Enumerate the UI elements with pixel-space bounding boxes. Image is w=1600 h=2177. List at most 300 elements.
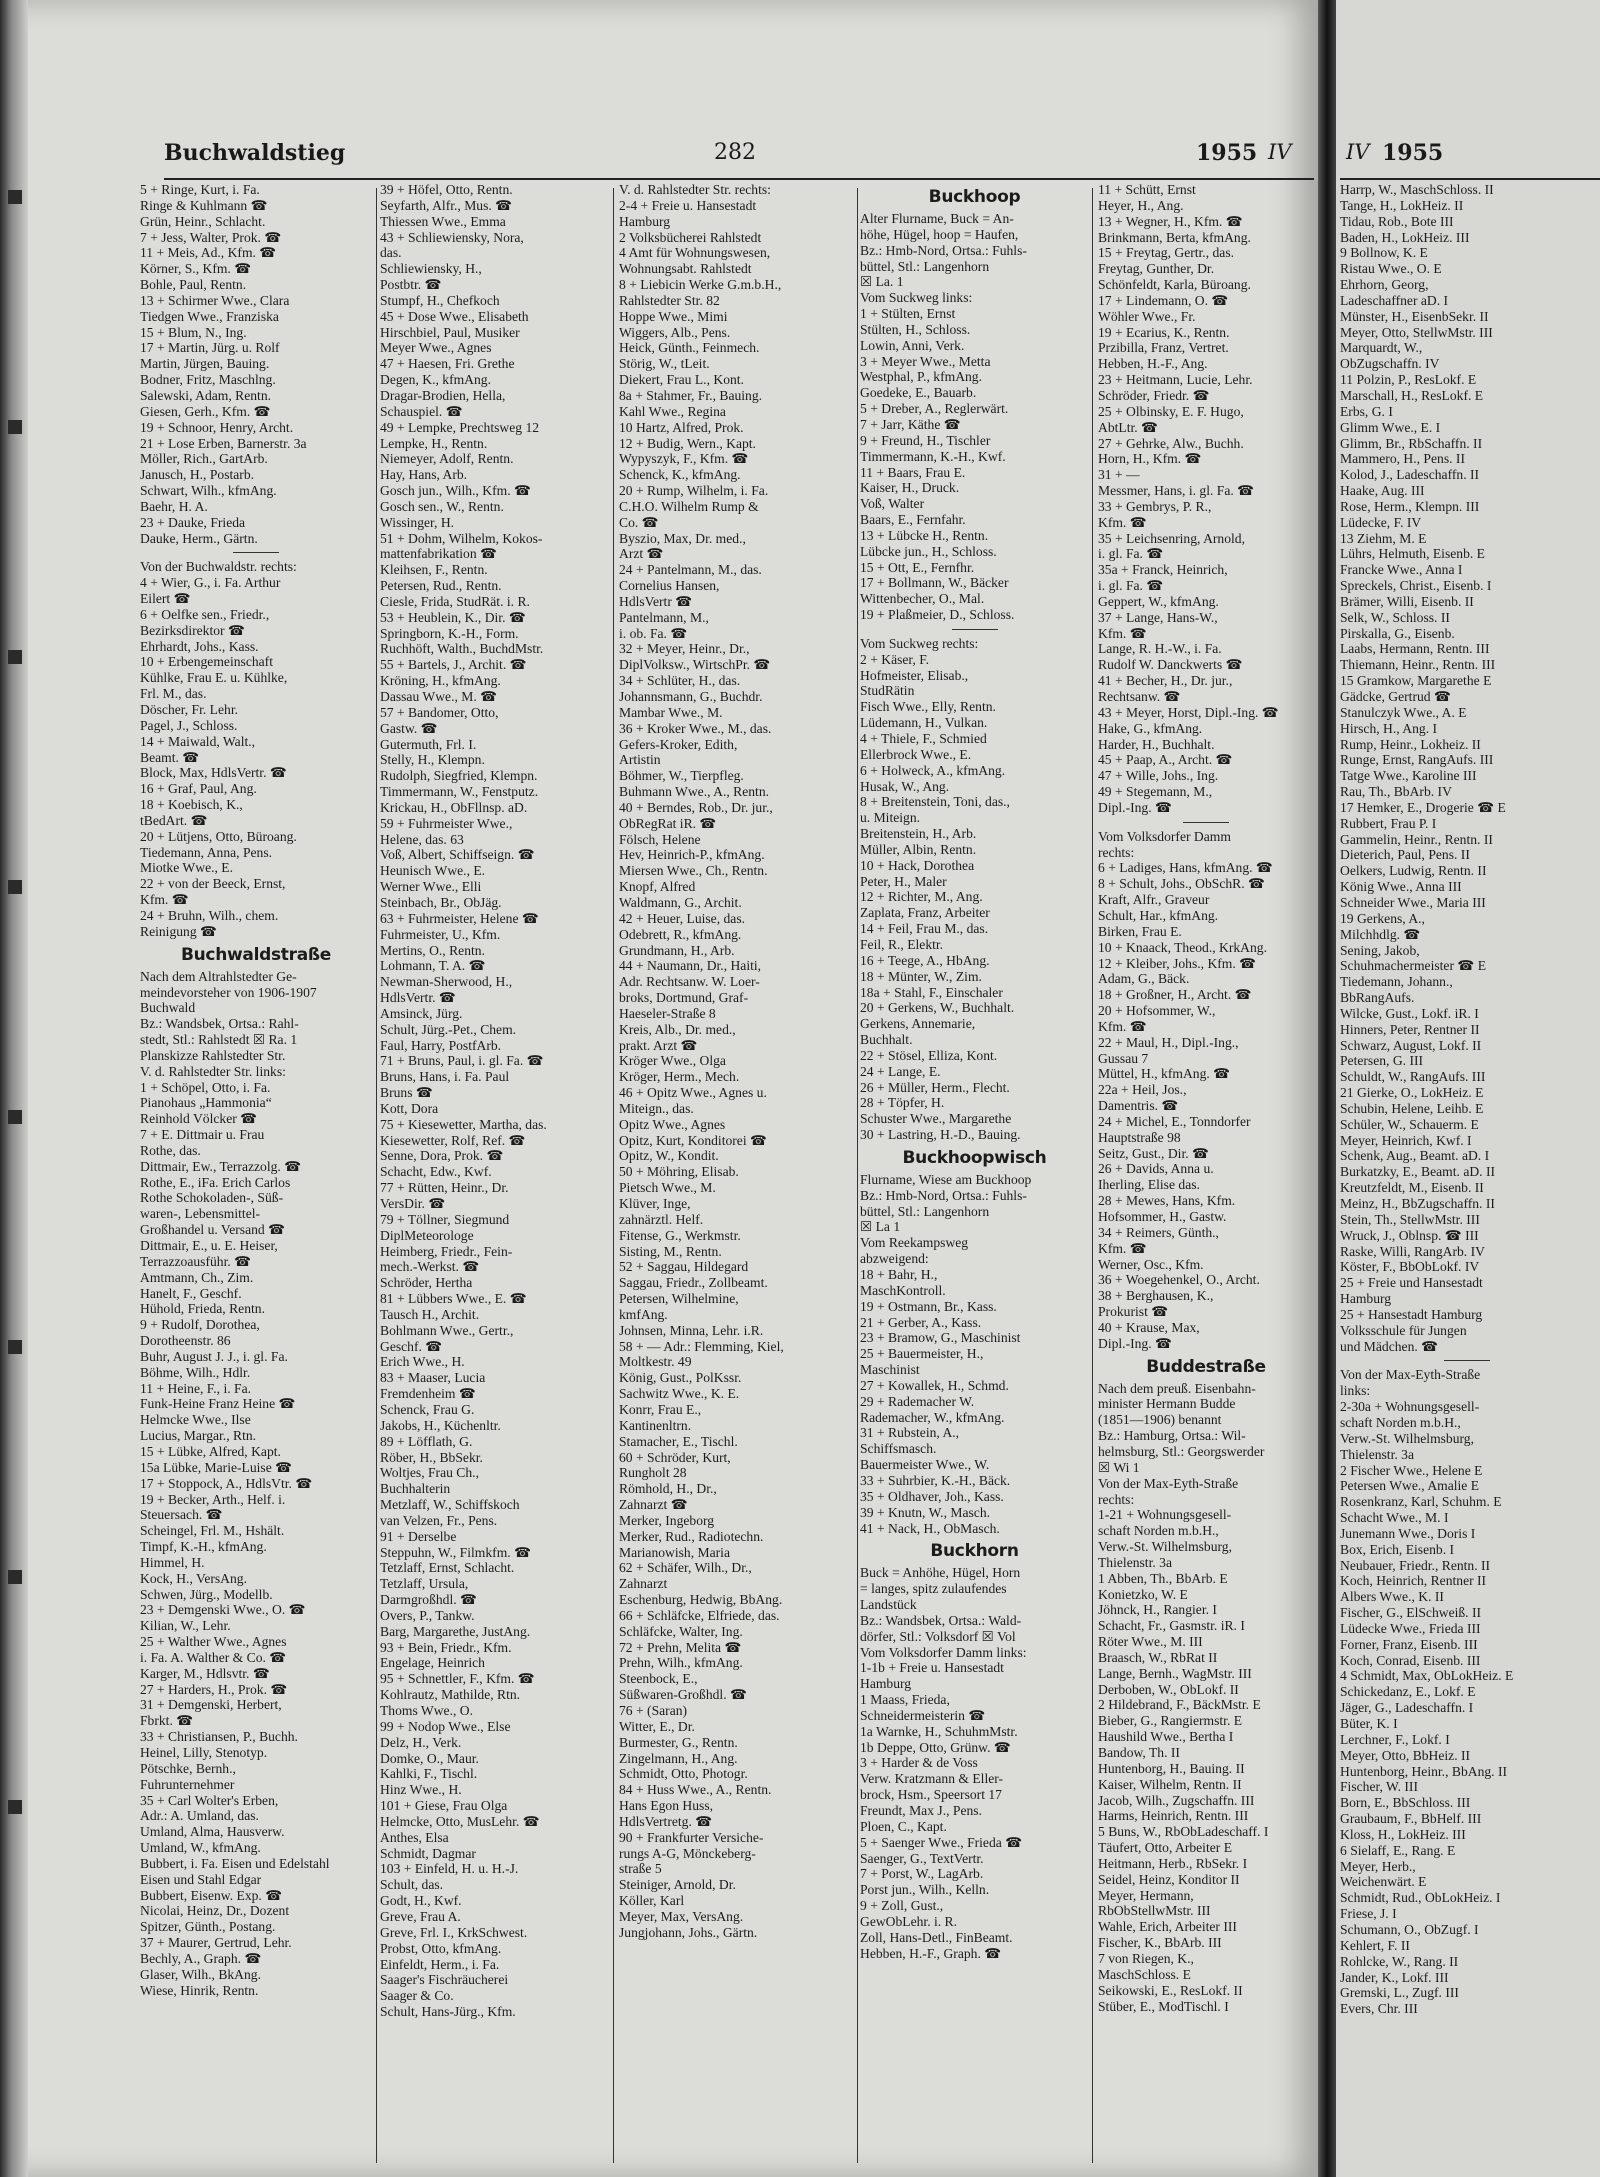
directory-entry-line: Timmermann, K.-H., Kwf. — [860, 448, 1006, 464]
directory-entry-line: Przibilla, Franz, Vertret. — [1098, 340, 1229, 356]
directory-entry-line: Dipl.-Ing. ☎ — [1098, 799, 1172, 815]
directory-entry-line: Fischer, W. III — [1340, 1779, 1418, 1795]
directory-entry-line: Janusch, H., Postarb. — [140, 467, 255, 483]
directory-entry-line: 31 + Demgenski, Herbert, — [140, 1697, 282, 1713]
directory-entry-line: V. d. Rahlstedter Str. rechts: — [619, 182, 771, 197]
directory-entry-line: 8 + Liebicin Werke G.m.b.H., — [619, 277, 782, 293]
directory-entry-line: 19 + Ostmann, Br., Kass. — [860, 1298, 997, 1314]
directory-entry-line: Kreutzfeldt, M., Eisenb. II — [1340, 1180, 1484, 1196]
directory-entry-line: Burkatzky, E., Beamt. aD. II — [1340, 1164, 1496, 1180]
directory-entry-line: 11 Polzin, P., ResLokf. E — [1340, 372, 1477, 388]
directory-entry-line: Timmermann, W., Fenstputz. — [380, 784, 539, 800]
directory-entry-line: Laabs, Hermann, Rentn. III — [1340, 641, 1490, 657]
directory-entry-line: 75 + Kiesewetter, Martha, das. — [380, 1116, 547, 1132]
directory-entry-line: Schult, Jürg.-Pet., Chem. — [380, 1021, 517, 1037]
directory-entry-line: Brämer, Willi, Eisenb. II — [1340, 593, 1474, 609]
directory-entry-line: Niemeyer, Adolf, Rentn. — [380, 451, 514, 467]
directory-entry-line: 30 + Lastring, H.-D., Bauing. — [860, 1127, 1021, 1143]
directory-entry-line: 13 Ziehm, M. E — [1340, 530, 1427, 546]
directory-entry-line: Koch, Heinrich, Rentner II — [1340, 1573, 1487, 1589]
directory-entry-line: Zaplata, Franz, Arbeiter — [860, 905, 990, 921]
directory-entry-line: Rothe, das. — [140, 1142, 201, 1158]
directory-entry-line: 36 + Woegehenkel, O., Archt. — [1098, 1272, 1260, 1288]
directory-entry-line: Rothe Schokoladen-, Süß- — [140, 1190, 284, 1206]
directory-entry-line: Schult, Hans-Jürg., Kfm. — [380, 2004, 516, 2020]
directory-entry-line: 6 + Oelfke sen., Friedr., — [140, 606, 270, 622]
directory-entry-line: Bechly, A., Graph. ☎ — [140, 1950, 262, 1966]
directory-entry-line: Greve, Frau A. — [380, 1908, 461, 1924]
directory-entry-line: Schliewiensky, H., — [380, 261, 482, 277]
directory-entry-line: Böhmer, W., Tierpfleg. — [619, 768, 744, 784]
directory-entry-line: Nach dem Altrahlstedter Ge- — [140, 968, 297, 984]
directory-entry-line: 21 Gierke, O., LokHeiz. E — [1340, 1085, 1484, 1101]
directory-entry-line: 2-30a + Wohnungsgesell- — [1340, 1399, 1480, 1415]
book-gutter — [1318, 0, 1336, 2177]
directory-entry-line: Himmel, H. — [140, 1554, 205, 1570]
directory-entry-line: 5 + Saenger Wwe., Frieda ☎ — [860, 1834, 1023, 1850]
directory-entry-line: Schult, das. — [380, 1877, 444, 1893]
directory-entry-line: Kohlrautz, Mathilde, Rtn. — [380, 1687, 521, 1703]
directory-entry-line: Ringe & Kuhlmann ☎ — [140, 197, 268, 213]
directory-entry-line: 4 + Wier, G., i. Fa. Arthur — [140, 575, 281, 591]
directory-entry-line: Wiese, Hinrik, Rentn. — [140, 1982, 259, 1998]
directory-entry-line: 1 + Stülten, Ernst — [860, 306, 956, 322]
binding-mark — [8, 1110, 22, 1124]
directory-entry-line: Geschf. ☎ — [380, 1338, 443, 1354]
directory-entry-line: 38 + Berghausen, K., — [1098, 1288, 1214, 1304]
directory-entry-line: links: — [1340, 1383, 1371, 1399]
directory-entry-line: Schwarz, August, Lokf. II — [1340, 1037, 1482, 1053]
directory-entry-line: 23 + Heitmann, Lucie, Lehr. — [1098, 372, 1253, 388]
directory-entry-line: Tatge Wwe., Karoline III — [1340, 768, 1477, 784]
directory-entry-line: Fölsch, Helene — [619, 831, 701, 847]
directory-entry-line: stedt, Stl.: Rahlstedt ☒ Ra. 1 — [140, 1032, 298, 1048]
binding-mark — [8, 1800, 22, 1814]
directory-entry-line: Ristau Wwe., O. E — [1340, 261, 1442, 277]
directory-entry-line: Kantinenltrn. — [619, 1417, 692, 1433]
directory-entry-line: 27 + Kowallek, H., Schmd. — [860, 1377, 1009, 1393]
directory-entry-line: 7 von Riegen, K., — [1098, 1950, 1194, 1966]
directory-entry-line: höhe, Hügel, hoop = Haufen, — [860, 226, 1019, 242]
directory-entry-line: 49 + Lempke, Prechtsweg 12 — [380, 419, 540, 435]
directory-entry-line: 18 + Koebisch, K., — [140, 797, 243, 813]
directory-entry-line: 103 + Einfeld, H. u. H.-J. — [380, 1861, 519, 1877]
directory-entry-line: Pagel, J., Schloss. — [140, 717, 238, 733]
directory-entry-line: Schenck, Frau G. — [380, 1401, 475, 1417]
directory-entry-line: Knopf, Alfred — [619, 879, 696, 895]
directory-entry-line: Störig, W., tLeit. — [619, 356, 710, 372]
directory-entry-line: Alter Flurname, Buck = An- — [860, 211, 1014, 226]
directory-entry-line: rechts: — [1098, 1491, 1135, 1507]
directory-entry-line: Körner, S., Kfm. ☎ — [140, 261, 252, 277]
directory-entry-line: 15 + Freytag, Gertr., das. — [1098, 245, 1235, 261]
directory-entry-line: Müttel, H., kfmAng. ☎ — [1098, 1066, 1231, 1082]
directory-entry-line: Krickau, H., ObFllnsp. aD. — [380, 799, 528, 815]
directory-entry-line: Opitz Wwe., Agnes — [619, 1116, 726, 1132]
directory-entry-line: Vom Reekampsweg — [860, 1235, 969, 1251]
directory-entry-line: Hay, Hans, Arb. — [380, 467, 468, 483]
directory-entry-line: 15 Gramkow, Margarethe E — [1340, 673, 1492, 689]
directory-entry-line: Degen, K., kfmAng. — [380, 372, 491, 388]
directory-entry-line: Fischer, G., ElSchweiß. II — [1340, 1605, 1482, 1621]
directory-entry-line: Böhme, Wilh., Hdlr. — [140, 1364, 251, 1380]
directory-entry-line: Gädcke, Gertrud ☎ — [1340, 689, 1451, 704]
directory-entry-line: Reinigung ☎ — [140, 923, 217, 939]
directory-entry-line: Hamburg — [1340, 1291, 1392, 1307]
directory-entry-line: Harder, H., Buchhalt. — [1098, 736, 1215, 752]
directory-entry-line: 55 + Bartels, J., Archit. ☎ — [380, 657, 527, 673]
directory-entry-line: Ruchhöft, Walth., BuchdMstr. — [380, 641, 544, 657]
directory-entry-line: Schröder, Friedr. ☎ — [1098, 387, 1210, 403]
directory-entry-line: 10 Hartz, Alfred, Prok. — [619, 419, 744, 435]
directory-entry-line: 3 + Meyer Wwe., Metta — [860, 353, 991, 369]
directory-entry-line: Lübcke jun., H., Schloss. — [860, 543, 997, 559]
directory-entry-line: Postbtr. ☎ — [380, 277, 442, 293]
column-divider — [376, 188, 377, 2163]
directory-entry-line: 42 + Heuer, Luise, das. — [619, 910, 746, 926]
directory-entry-line: i. Fa. A. Walther & Co. ☎ — [140, 1649, 287, 1665]
directory-entry-line: Adr.: A. Umland, das. — [140, 1808, 259, 1824]
directory-entry-line: 60 + Schröder, Kurt, — [619, 1449, 731, 1465]
directory-entry-line: Schüler, W., Schauerm. E — [1340, 1116, 1479, 1132]
directory-entry-line: büttel, Stl.: Langenhorn — [860, 258, 990, 274]
directory-entry-line: 19 + Schnoor, Henry, Archt. — [140, 419, 294, 435]
directory-entry-line: Ladeschaffner aD. I — [1340, 292, 1449, 308]
directory-entry-line: Petersen, Wilhelmine, — [619, 1291, 739, 1307]
directory-entry-line: Dieterich, Paul, Pens. II — [1340, 847, 1470, 863]
directory-entry-line: VersDir. ☎ — [380, 1196, 446, 1211]
directory-entry-line: 21 + Gerber, A., Kass. — [860, 1314, 982, 1330]
directory-entry-line: C.H.O. Wilhelm Rump & — [619, 498, 759, 514]
directory-entry-line: Thielenstr. 3a — [1340, 1446, 1414, 1462]
directory-entry-line: Glaser, Wilh., BkAng. — [140, 1966, 261, 1982]
directory-entry-line: 4 Schmidt, Max, ObLokHeiz. E — [1340, 1668, 1514, 1684]
directory-entry-line: Vom Volksdorfer Damm — [1098, 828, 1231, 844]
directory-entry-line: Kiesewetter, Rolf, Ref. ☎ — [380, 1132, 526, 1148]
directory-entry-line: rechts: — [1098, 844, 1135, 860]
directory-entry-line: Sachwitz Wwe., K. E. — [619, 1386, 740, 1402]
directory-entry-line: Neubauer, Friedr., Rentn. II — [1340, 1557, 1491, 1573]
directory-entry-line: Opitz, W., Kondit. — [619, 1148, 719, 1164]
directory-entry-line: 25 + Olbinsky, E. F. Hugo, — [1098, 403, 1244, 419]
directory-entry-line: Rose, Herm., Klempn. III — [1340, 498, 1480, 514]
directory-entry-line: Gussau 7 — [1098, 1050, 1149, 1066]
directory-entry-line: 17 + Martin, Jürg. u. Rolf — [140, 340, 280, 356]
directory-entry-line: 43 + Meyer, Horst, Dipl.-Ing. ☎ — [1098, 704, 1279, 720]
directory-entry-line: 51 + Dohm, Wilhelm, Kokos- — [380, 530, 543, 546]
directory-entry-line: Buchhalt. — [860, 1032, 913, 1048]
directory-entry-line: Eilert ☎ — [140, 591, 191, 607]
directory-entry-line: Terrazzoausführ. ☎ — [140, 1253, 252, 1269]
directory-entry-line: Fuhrmeister, U., Kfm. — [380, 926, 501, 942]
directory-entry-line: Byszio, Max, Dr. med., — [619, 530, 746, 546]
directory-entry-line: Volksschule für Jungen — [1340, 1322, 1467, 1338]
directory-entry-line: 13 + Wegner, H., Kfm. ☎ — [1098, 213, 1243, 229]
directory-entry-line: 19 Gerkens, A., — [1340, 910, 1425, 926]
section-separator — [1444, 1360, 1490, 1361]
directory-entry-line: ☒ Wi 1 — [1098, 1459, 1140, 1475]
directory-entry-line: Zoll, Hans-Detl., FinBeamt. — [860, 1929, 1013, 1945]
directory-entry-line: Kott, Dora — [380, 1100, 439, 1116]
directory-entry-line: Lerchner, F., Lokf. I — [1340, 1731, 1450, 1747]
directory-entry-line: Buchhalterin — [380, 1481, 451, 1497]
section-separator — [1183, 822, 1229, 823]
directory-entry-line: Tausch H., Archit. — [380, 1306, 480, 1322]
directory-entry-line: Ploen, C., Kapt. — [860, 1818, 947, 1834]
directory-entry-line: 66 + Schläfcke, Elfriede, das. — [619, 1607, 780, 1623]
directory-entry-line: Merker, Rud., Radiotechn. — [619, 1528, 764, 1544]
directory-entry-line: 41 + Nack, H., ObMasch. — [860, 1520, 1000, 1536]
directory-entry-line: Cornelius Hansen, — [619, 578, 720, 594]
directory-entry-line: Delz, H., Verk. — [380, 1734, 462, 1750]
directory-entry-line: Kaiser, Wilhelm, Rentn. II — [1098, 1776, 1242, 1792]
directory-entry-line: Eschenburg, Hedwig, BbAng. — [619, 1592, 783, 1608]
directory-entry-line: Steiniger, Arnold, Dr. — [619, 1877, 736, 1893]
directory-entry-line: Planskizze Rahlstedter Str. — [140, 1047, 286, 1063]
directory-entry-line: Lüdecke, F. IV — [1340, 514, 1422, 530]
directory-entry-line: Amsinck, Jürg. — [380, 1005, 463, 1021]
directory-entry-line: Umland, W., kfmAng. — [140, 1840, 261, 1856]
directory-entry-line: Steinbach, Br., ObJäg. — [380, 894, 502, 910]
directory-entry-line: Konrr, Frau E., — [619, 1401, 702, 1417]
directory-entry-line: Rechtsanw. ☎ — [1098, 689, 1181, 704]
directory-entry-line: ☒ La. 1 — [860, 274, 904, 290]
directory-entry-line: Domke, O., Maur. — [380, 1750, 479, 1766]
street-heading: Buckhorn — [930, 1541, 1019, 1562]
directory-entry-line: 8a + Stahmer, Fr., Bauing. — [619, 387, 763, 403]
directory-entry-line: Helmcke Wwe., Ilse — [140, 1412, 251, 1428]
directory-entry-line: Bodner, Fritz, Maschlng. — [140, 372, 276, 388]
directory-entry-line: Schröder, Hertha — [380, 1275, 473, 1291]
directory-entry-line: 27 + Gehrke, Alw., Buchh. — [1098, 435, 1244, 451]
directory-entry-line: Diekert, Frau L., Kont. — [619, 372, 744, 388]
directory-entry-line: 35 + Oldhaver, Joh., Kass. — [860, 1488, 1004, 1504]
directory-entry-line: Röter Wwe., M. III — [1098, 1634, 1203, 1650]
directory-entry-line: Box, Erich, Eisenb. I — [1340, 1541, 1455, 1557]
directory-entry-line: DiplMeteorologe — [380, 1227, 474, 1243]
directory-entry-line: 9 + Zoll, Gust., — [860, 1898, 944, 1914]
directory-entry-line: Jander, K., Lokf. III — [1340, 1969, 1449, 1985]
directory-entry-line: 22 + Stösel, Elliza, Kont. — [860, 1047, 998, 1063]
directory-entry-line: 14 + Feil, Frau M., das. — [860, 921, 989, 937]
directory-entry-line: Miotke Wwe., E. — [140, 860, 233, 876]
directory-entry-line: broks, Dortmund, Graf- — [619, 990, 749, 1006]
directory-entry-line: 12 + Kleiber, Johs., Kfm. ☎ — [1098, 955, 1257, 971]
directory-entry-line: 4 + Thiele, F., Schmied — [860, 731, 987, 746]
directory-entry-line: 5 + Ringe, Kurt, i. Fa. — [140, 182, 260, 197]
directory-entry-line: Bubbert, Eisenw. Exp. ☎ — [140, 1887, 283, 1903]
directory-entry-line: 23 + Dauke, Frieda — [140, 514, 246, 530]
directory-entry-line: 5 + Dreber, A., Reglerwärt. — [860, 401, 1009, 417]
directory-entry-line: Schenck, K., kfmAng. — [619, 467, 741, 483]
directory-entry-line: Schauspiel. ☎ — [380, 403, 463, 419]
directory-entry-line: Helene, das. 63 — [380, 831, 464, 847]
directory-entry-line: Jöhnck, H., Rangier. I — [1098, 1602, 1217, 1618]
directory-entry-line: Adam, G., Bäck. — [1098, 971, 1190, 987]
directory-entry-line: Woltjes, Frau Ch., — [380, 1465, 479, 1481]
directory-entry-line: Buhmann Wwe., A., Rentn. — [619, 784, 770, 800]
directory-entry-line: Fischer, K., BbArb. III — [1098, 1935, 1222, 1951]
directory-entry-line: Thielenstr. 3a — [1098, 1554, 1172, 1570]
directory-entry-line: 39 + Knutn, W., Masch. — [860, 1504, 991, 1520]
directory-entry-line: Adr. Rechtsanw. W. Loer- — [619, 974, 760, 990]
directory-entry-line: Giesen, Gerh., Kfm. ☎ — [140, 403, 271, 419]
directory-column-4 — [860, 182, 1089, 2167]
directory-entry-line: Zahnarzt ☎ — [619, 1497, 688, 1513]
directory-entry-line: Fremdenheim ☎ — [380, 1386, 476, 1402]
directory-entry-line: Saenger, G., TextVertr. — [860, 1850, 984, 1866]
directory-entry-line: Spitzer, Günth., Postang. — [140, 1919, 276, 1935]
directory-entry-line: mech.-Werkst. ☎ — [380, 1259, 480, 1275]
directory-entry-line: Seitz, Gust., Dir. ☎ — [1098, 1145, 1209, 1161]
directory-entry-line: 95 + Schnettler, F., Kfm. ☎ — [380, 1671, 535, 1687]
directory-entry-line: Kröger Wwe., Olga — [619, 1053, 726, 1069]
directory-entry-line: 9 + Rudolf, Dorothea, — [140, 1317, 260, 1333]
directory-entry-line: Prehn, Wilh., kfmAng. — [619, 1655, 743, 1671]
directory-entry-line: Bezirksdirektor ☎ — [140, 622, 245, 638]
directory-entry-line: Born, E., BbSchloss. III — [1340, 1795, 1471, 1811]
directory-entry-line: Hauptstraße 98 — [1098, 1129, 1181, 1145]
directory-entry-line: Erich Wwe., H. — [380, 1354, 465, 1370]
directory-entry-line: 25 + Hansestadt Hamburg — [1340, 1306, 1483, 1322]
directory-entry-line: Merker, Ingeborg — [619, 1512, 715, 1528]
directory-entry-line: Kaiser, H., Druck. — [860, 480, 960, 496]
directory-entry-line: Schacht Wwe., M. I — [1340, 1510, 1449, 1526]
directory-entry-line: 2 Volksbücherei Rahlstedt — [619, 229, 762, 245]
directory-entry-line: Forner, Franz, Eisenb. III — [1340, 1636, 1478, 1652]
directory-entry-line: Meyer, Heinrich, Kwf. I — [1340, 1132, 1472, 1148]
directory-entry-line: 9 Bollnow, K. E — [1340, 245, 1428, 261]
directory-entry-line: 52 + Saggau, Hildegard — [619, 1259, 749, 1275]
directory-entry-line: Süßwaren-Großhdl. ☎ — [619, 1687, 747, 1703]
directory-entry-line: Bruns, Hans, i. Fa. Paul — [380, 1069, 510, 1085]
directory-entry-line: 9 + Freund, H., Tischler — [860, 432, 991, 448]
directory-entry-line: 19 + Becker, Arth., Helf. i. — [140, 1491, 286, 1507]
directory-entry-line: Pantelmann, M., — [619, 609, 709, 625]
page-edge — [0, 0, 28, 2177]
directory-entry-line: Dorotheenstr. 86 — [140, 1333, 231, 1349]
directory-entry-line: Tidau, Rob., Bote III — [1340, 213, 1454, 229]
directory-entry-line: 34 + Reimers, Günth., — [1098, 1224, 1219, 1240]
running-head-district-right: IV — [1346, 140, 1370, 164]
directory-entry-line: Baars, E., Fernfahr. — [860, 512, 966, 528]
directory-entry-line: Kahlki, F., Tischl. — [380, 1766, 478, 1782]
directory-entry-line: Täufert, Otto, Arbeiter E — [1098, 1840, 1232, 1856]
directory-entry-line: Kfm. ☎ — [1098, 1018, 1147, 1034]
directory-entry-line: 35a + Franck, Heinrich, — [1098, 562, 1228, 578]
directory-entry-line: Rudolph, Siegfried, Klempn. — [380, 768, 538, 784]
directory-entry-line: Koch, Conrad, Eisenb. III — [1340, 1652, 1481, 1668]
directory-entry-line: Lüdemann, H., Vulkan. — [860, 715, 988, 731]
directory-entry-line: waren-, Lebensmittel- — [140, 1206, 261, 1222]
directory-entry-line: Nach dem preuß. Eisenbahn- — [1098, 1380, 1256, 1396]
directory-entry-line: Vom Suckweg rechts: — [860, 635, 979, 651]
directory-entry-line: 23 + Demgenski Wwe., O. ☎ — [140, 1602, 306, 1618]
directory-entry-line: 18 + Bahr, H., — [860, 1267, 938, 1282]
directory-entry-line: 40 + Berndes, Rob., Dr. jur., — [619, 799, 773, 815]
directory-entry-line: meindevorsteher von 1906-1907 — [140, 984, 317, 1000]
directory-entry-line: Schmidt, Otto, Photogr. — [619, 1766, 748, 1782]
directory-entry-line: straße 5 — [619, 1861, 662, 1877]
directory-entry-line: Gosch jun., Wilh., Kfm. ☎ — [380, 483, 531, 499]
directory-entry-line: 4 Amt für Wohnungswesen, — [619, 245, 771, 261]
directory-entry-line: Meyer, Herb., — [1340, 1858, 1416, 1874]
directory-entry-line: 1b Deppe, Otto, Grünw. ☎ — [860, 1739, 1011, 1755]
directory-entry-line: Einfeldt, Herm., i. Fa. — [380, 1956, 500, 1972]
directory-entry-line: Schuster Wwe., Margarethe — [860, 1111, 1012, 1127]
directory-entry-line: Stumpf, H., Chefkoch — [380, 292, 500, 308]
directory-entry-line: 2 + Käser, F. — [860, 651, 930, 667]
directory-entry-line: Kreis, Alb., Dr. med., — [619, 1021, 736, 1037]
directory-entry-line: Marianowish, Maria — [619, 1544, 730, 1560]
directory-entry-line: Martin, Jürgen, Bauing. — [140, 356, 270, 372]
directory-entry-line: Evers, Chr. III — [1340, 2001, 1418, 2017]
directory-entry-line: 58 + — Adr.: Flemming, Kiel, — [619, 1338, 784, 1354]
directory-entry-line: Funk-Heine Franz Heine ☎ — [140, 1396, 296, 1412]
directory-entry-line: Klüver, Inge, — [619, 1196, 691, 1211]
running-head-year-right: 1955 — [1382, 140, 1444, 166]
directory-entry-line: Glimm, Br., RbSchaffn. II — [1340, 435, 1483, 451]
directory-entry-line: Husak, W., Ang. — [860, 778, 950, 794]
directory-entry-line: Darmgroßhdl. ☎ — [380, 1592, 477, 1608]
directory-entry-line: Gammelin, Heinr., Rentn. II — [1340, 831, 1493, 847]
directory-entry-line: Schacht, Edw., Kwf. — [380, 1164, 492, 1180]
directory-entry-line: Von der Buchwaldstr. rechts: — [140, 559, 297, 575]
directory-entry-line: Moltkestr. 49 — [619, 1354, 692, 1370]
directory-entry-line: schaft Norden m.b.H., — [1340, 1414, 1461, 1430]
directory-entry-line: Münster, H., EisenbSekr. II — [1340, 308, 1489, 324]
directory-entry-line: Verw. Kratzmann & Eller- — [860, 1771, 1004, 1787]
directory-column-6 — [1340, 182, 1594, 2167]
directory-entry-line: 45 + Paap, A., Archt. ☎ — [1098, 752, 1233, 768]
directory-entry-line: 24 + Michel, E., Tonndorfer — [1098, 1113, 1251, 1129]
directory-entry-line: Odebrett, R., kfmAng. — [619, 926, 742, 942]
directory-entry-line: 19 + Plaßmeier, D., Schloss. — [860, 607, 1015, 623]
directory-entry-line: Dauke, Herm., Gärtn. — [140, 530, 258, 546]
directory-entry-line: abzweigend: — [860, 1251, 929, 1267]
directory-entry-line: Ellerbrock Wwe., E. — [860, 746, 972, 762]
directory-entry-line: 12 + Richter, M., Ang. — [860, 889, 983, 905]
directory-entry-line: Graubaum, F., BbHelf. III — [1340, 1811, 1482, 1827]
directory-entry-line: 1 Maass, Frieda, — [860, 1692, 950, 1708]
directory-entry-line: Saggau, Friedr., Zollbeamt. — [619, 1275, 768, 1291]
directory-entry-line: Faul, Harry, PostfArb. — [380, 1037, 502, 1053]
directory-entry-line: Maschinist — [860, 1362, 920, 1378]
directory-entry-line: Fuhrunternehmer — [140, 1776, 235, 1792]
directory-entry-line: 32 + Meyer, Heinr., Dr., — [619, 641, 750, 657]
directory-entry-line: u. Miteign. — [860, 810, 921, 826]
directory-entry-line: Schneidermeisterin ☎ — [860, 1707, 986, 1723]
directory-entry-line: 84 + Huss Wwe., A., Rentn. — [619, 1782, 772, 1798]
directory-entry-line: Dassau Wwe., M. ☎ — [380, 689, 498, 704]
directory-entry-line: helmsburg, Stl.: Georgswerder — [1098, 1443, 1265, 1459]
directory-entry-line: Schubin, Helene, Leihb. E — [1340, 1100, 1484, 1116]
directory-entry-line: Engelage, Heinrich — [380, 1655, 485, 1671]
directory-entry-line: 17 + Stoppock, A., HdlsVtr. ☎ — [140, 1475, 313, 1491]
directory-entry-line: Artistin — [619, 752, 661, 768]
directory-entry-line: Buchwald — [140, 1000, 196, 1016]
directory-entry-line: Sisting, M., Rentn. — [619, 1243, 722, 1259]
directory-entry-line: Meinz, H., BbZugschaffn. II — [1340, 1196, 1495, 1211]
directory-entry-line: Porst jun., Wilh., Kelln. — [860, 1882, 990, 1898]
column-divider — [857, 188, 858, 2163]
directory-entry-line: Tange, H., LokHeiz. II — [1340, 197, 1464, 213]
header-rule — [164, 178, 1314, 180]
directory-entry-line: 25 + Walther Wwe., Agnes — [140, 1634, 287, 1650]
directory-column-2 — [380, 182, 610, 2167]
directory-entry-line: Meyer, Max, VersAng. — [619, 1908, 744, 1924]
directory-entry-line: Bauermeister Wwe., W. — [860, 1457, 990, 1473]
